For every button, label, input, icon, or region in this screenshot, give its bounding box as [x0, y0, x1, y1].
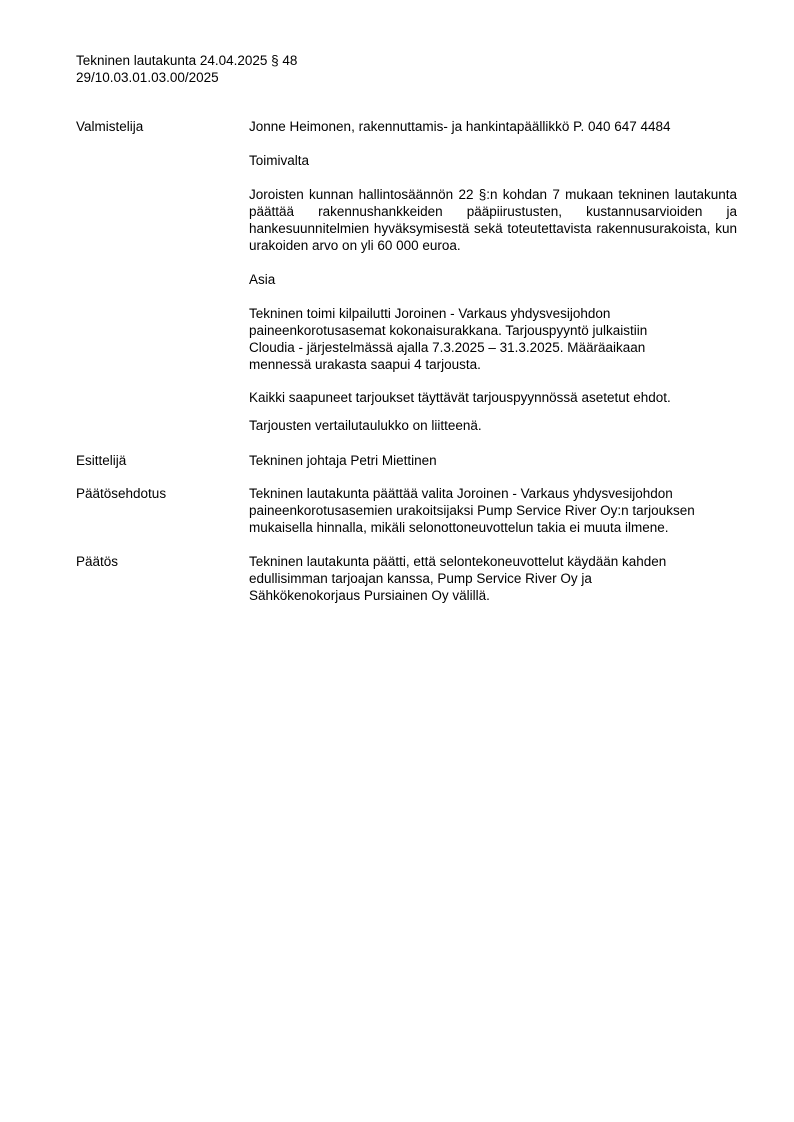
asia-line: Cloudia - järjestelmässä ajalla 7.3.2025 – 31.3.2025. Määräaikaan [249, 340, 646, 355]
paatos-text [249, 553, 737, 604]
toimivalta-heading: Toimivalta [249, 153, 310, 168]
asia-heading: Asia [249, 272, 276, 287]
paatosehdotus-line: paineenkorotusasemien urakoitsijaksi Pump Service River Oy:n tarjouksen [249, 503, 695, 518]
asia-line: Tekninen toimi kilpailutti Joroinen - Varkaus yhdysvesijohdon [249, 306, 611, 321]
paatosehdotus-text [249, 485, 737, 536]
meeting-reference: Tekninen lautakunta 24.04.2025 § 48 [76, 53, 298, 68]
document-header [76, 52, 297, 86]
paatosehdotus-line: Tekninen lautakunta päättää valita Joroinen - Varkaus yhdysvesijohdon [249, 486, 673, 501]
preparer-info: Jonne Heimonen, rakennuttamis- ja hankintapäällikkö P. 040 647 4484 [249, 119, 671, 134]
esittelija-label: Esittelijä [76, 453, 127, 468]
paatos-line: Tekninen lautakunta päätti, että selontekoneuvottelut käydään kahden [249, 554, 667, 569]
vertailu-text: Tarjousten vertailutaulukko on liitteenä. [249, 418, 482, 433]
valmistelija-content [249, 118, 737, 135]
paatos-line: edullisimman tarjoajan kanssa, Pump Service River Oy ja [249, 571, 592, 586]
toimivalta-text: Joroisten kunnan hallintosäännön 22 §:n kohdan 7 mukaan tekninen lautakunta päättää rakennushankkeiden pääpiirustusten, kustannusarvioiden ja hankesuunnitelmien hyväksymisestä sekä toteutettavista rakennusurakoista, kun urakoiden arvo on yli 60 000 euroa. [249, 187, 737, 253]
asia-line: paineenkorotusasemat kokonaisurakkana. Tarjouspyyntö julkaistiin [249, 323, 648, 338]
esittelija-text: Tekninen johtaja Petri Miettinen [249, 453, 437, 468]
asia-text [249, 305, 737, 373]
paatos-line: Sähkökenokorjaus Pursiainen Oy välillä. [249, 588, 490, 603]
paatos-label: Päätös [76, 554, 119, 569]
asia-line: mennessä urakasta saapui 4 tarjousta. [249, 357, 481, 372]
paatosehdotus-label: Päätösehdotus [76, 486, 167, 501]
record-number: 29/10.03.01.03.00/2025 [76, 70, 219, 85]
valmistelija-label: Valmistelija [76, 119, 144, 134]
paatosehdotus-line: mukaisella hinnalla, mikäli selonottoneuvottelun takia ei muuta ilmene. [249, 520, 669, 535]
kaikki-text: Kaikki saapuneet tarjoukset täyttävät tarjouspyynnössä asetetut ehdot. [249, 390, 671, 405]
